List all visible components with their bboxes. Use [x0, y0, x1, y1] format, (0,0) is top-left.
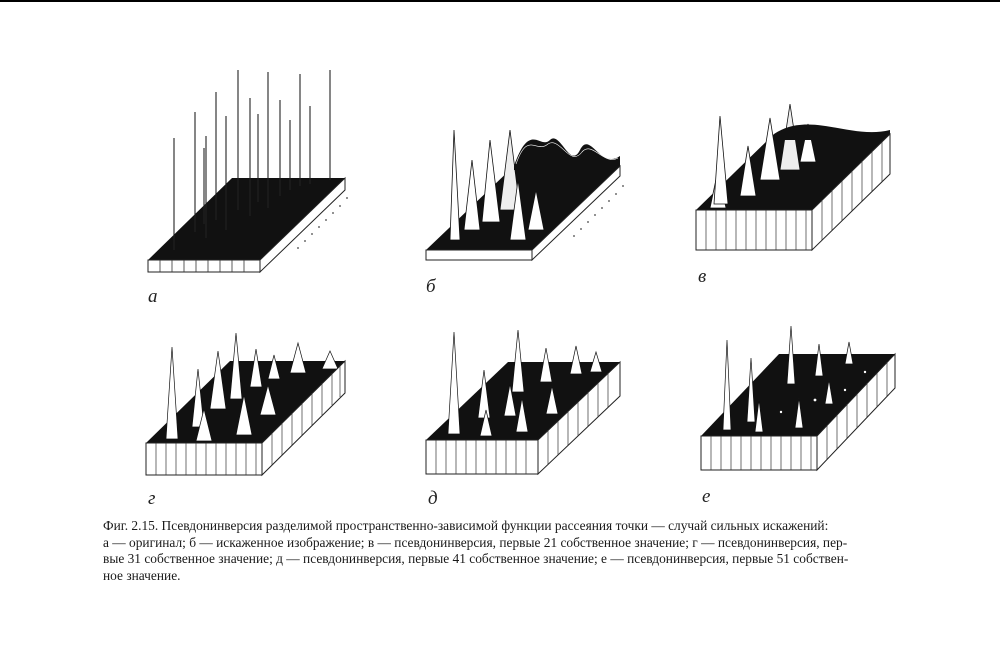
- panel-e-plot: [695, 320, 905, 480]
- panel-d-label: д: [428, 488, 438, 509]
- panel-v-plot: [690, 100, 900, 260]
- panel-d-plot: [420, 322, 630, 482]
- panel-g-label: г: [148, 488, 156, 509]
- panel-g-plot: [140, 325, 360, 485]
- panel-b-label: б: [426, 276, 436, 297]
- caption-line-3: вые 31 собственное значение; д — псевдонинверсия, первые 41 собственное значение; е — псевдонинверсия, первые 51 собствен-: [103, 551, 849, 567]
- panel-a-label: а: [148, 286, 158, 307]
- caption-line-4: ное значение.: [103, 567, 181, 583]
- panel-v-label: в: [698, 266, 707, 287]
- panel-b-plot: [420, 110, 630, 280]
- panel-a-plot: [140, 60, 360, 280]
- caption-line-1: Фиг. 2.15. Псевдонинверсия разделимой пространственно-зависимой функции рассеяния точки — случай сильных искажений:: [103, 518, 829, 533]
- figure-caption: [103, 518, 963, 584]
- top-border: [0, 0, 1000, 2]
- caption-line-2: а — оригинал; б — искаженное изображение; в — псевдонинверсия, первые 21 собственное значение; г — псевдонинверсия, пер-: [103, 534, 848, 550]
- panel-e-label: е: [702, 486, 711, 507]
